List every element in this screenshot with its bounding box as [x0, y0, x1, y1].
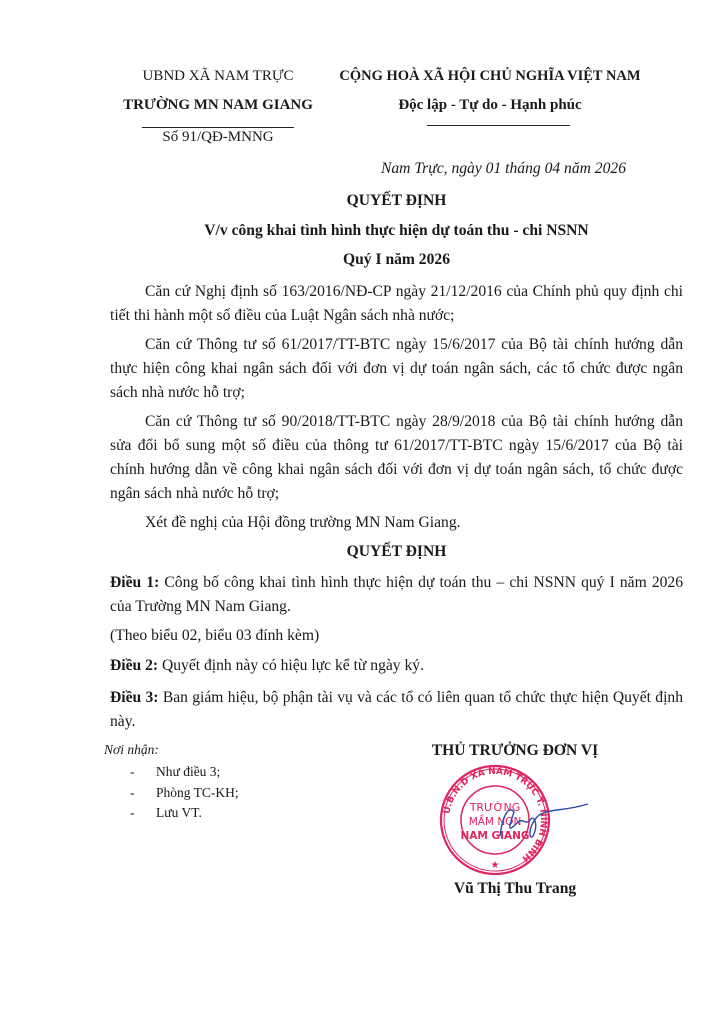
agency-name: UBND XÃ NAM TRỰC	[142, 68, 294, 84]
svg-text:★: ★	[490, 860, 500, 871]
preamble-paragraph: Căn cứ Nghị định số 163/2016/NĐ-CP ngày 21/12/2016 của Chính phủ quy định chi tiết thi hành một số điều của Luật Ngân sách nhà nước;	[110, 282, 683, 324]
signature-block	[410, 740, 620, 900]
article-3	[110, 686, 683, 734]
article-text: Ban giám hiệu, bộ phận tài vụ và các tổ có liên quan tổ chức thực hiện Quyết định này.	[110, 689, 683, 730]
signer-title: THỦ TRƯỞNG ĐƠN VỊ	[431, 742, 599, 759]
article-label: Điều 3:	[110, 689, 159, 706]
svg-text:TRƯỜNG: TRƯỜNG	[469, 801, 521, 814]
article-note	[110, 624, 683, 648]
document-subject: V/v công khai tình hình thực hiện dự toán thu - chi NSNN	[204, 221, 589, 239]
recipients-label: Nơi nhận:	[104, 742, 159, 757]
preamble-paragraph: Căn cứ Thông tư số 90/2018/TT-BTC ngày 28/9/2018 của Bộ tài chính hướng dẫn sửa đổi bổ sung một số điều của thông tư 61/2017/TT-BTC ngày 15/6/2017 của Bộ tài chính hướng dẫn về công khai ngân sách đối với đơn vị dự toán ngân sách, tổ chức được ngân sách nhà nước hỗ trợ;	[110, 412, 683, 502]
preamble-paragraph: Xét đề nghị của Hội đồng trường MN Nam Giang.	[145, 513, 461, 531]
document-number: Số 91/QĐ-MNNG	[162, 129, 274, 145]
document-period: Quý I năm 2026	[342, 251, 450, 268]
recipients	[104, 740, 239, 900]
document-body	[104, 157, 684, 900]
article-text: Quyết định này có hiệu lực kể từ ngày ký.	[158, 657, 424, 674]
preamble-paragraph: Căn cứ Thông tư số 61/2017/TT-BTC ngày 15/6/2017 của Bộ tài chính hướng dẫn thực hiện công khai ngân sách đối với đơn vị dự toán ngân sách, các tổ chức được ngân sách nhà nước hỗ trợ;	[110, 335, 683, 401]
official-stamp	[430, 764, 600, 876]
svg-text:NAM GIANG: NAM GIANG	[460, 830, 530, 842]
svg-text:U.B.N.D XÃ NAM TRỰC T. NIN: U.B.N.D XÃ NAM TRỰC T. NINH BÌNH	[442, 766, 549, 864]
school-name: TRƯỜNG MN NAM GIANG	[123, 97, 313, 113]
article-label: Điều 1:	[110, 574, 160, 591]
article-text: Công bố công khai tình hình thực hiện dự toán thu – chi NSNN quý I năm 2026 của Trường MN Nam Giang.	[110, 574, 684, 615]
decision-heading: QUYẾT ĐỊNH	[346, 542, 447, 560]
list-item: - Lưu VT.	[130, 805, 202, 820]
closing-section	[104, 740, 683, 900]
nation-title: CỘNG HOÀ XÃ HỘI CHỦ NGHĨA VIỆT NAM	[339, 68, 641, 84]
article-2	[110, 654, 683, 678]
document-title: QUYẾT ĐỊNH	[346, 192, 447, 209]
article-text: (Theo biểu 02, biểu 03 đính kèm)	[110, 627, 320, 644]
signer-name: Vũ Thị Thu Trang	[453, 880, 577, 897]
article-1	[110, 571, 683, 619]
header-divider-right	[427, 125, 570, 126]
header-divider-left	[142, 127, 294, 128]
article-label: Điều 2:	[110, 657, 159, 674]
place-date: Nam Trực, ngày 01 tháng 04 năm 2026	[380, 160, 626, 177]
list-item: - Như điều 3;	[130, 764, 221, 779]
svg-text:MẦM NON: MẦM NON	[468, 816, 522, 828]
recipients-list	[130, 762, 239, 824]
list-item: - Phòng TC-KH;	[130, 784, 239, 800]
national-motto: Độc lập - Tự do - Hạnh phúc	[398, 97, 582, 113]
